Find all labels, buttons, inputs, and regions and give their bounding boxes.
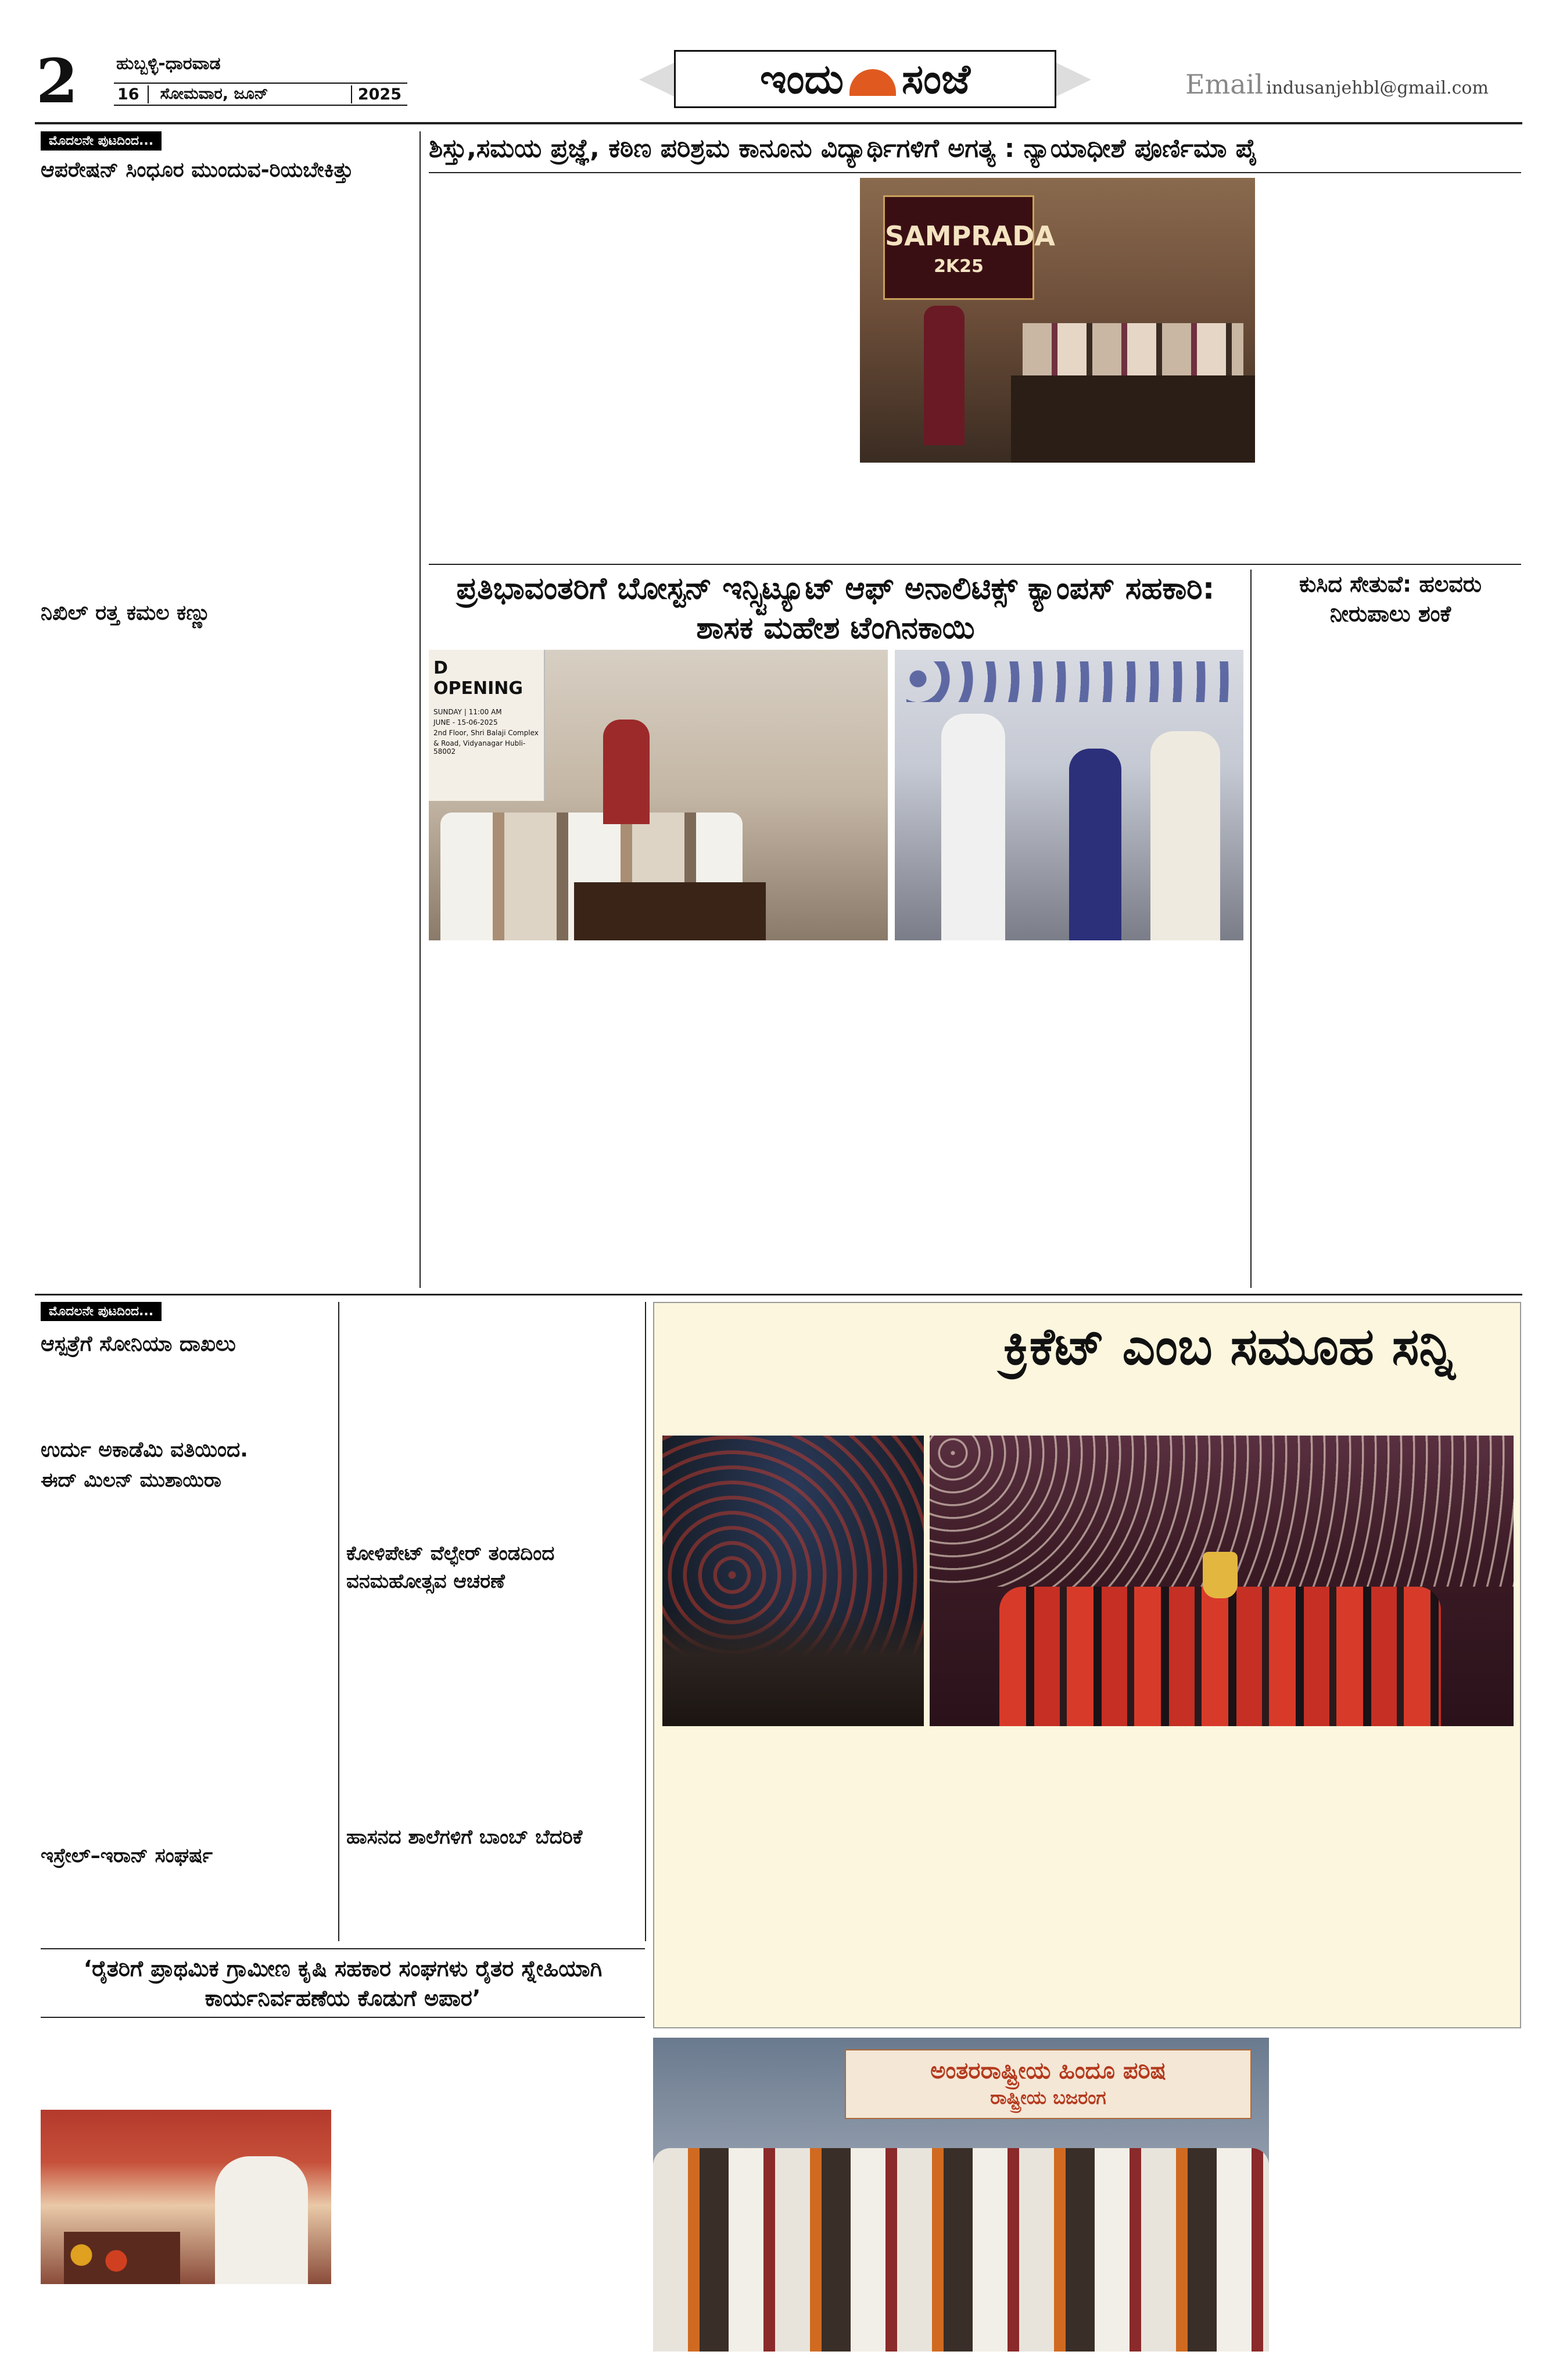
masthead-ribbon-left (639, 63, 674, 96)
masthead (674, 50, 1056, 108)
photo-parishat-event (653, 2038, 1269, 2352)
headline-israel-iran: ಇಸ್ರೇಲ್–ಇರಾನ್ ಸಂಘರ್ಷ (41, 1844, 213, 1867)
continued-tag-bottom: ಮೊದಲನೇ ಪುಟದಿಂದ... (41, 1302, 162, 1321)
body-boston-col2 (895, 947, 1243, 1284)
group-members (653, 2148, 1269, 2352)
body-boston-caption (429, 947, 888, 1284)
city-label: ಹುಬ್ಬಳ್ಳಿ-ಧಾರವಾಡ (116, 53, 221, 74)
vrule-bridge (1250, 570, 1252, 1288)
photo-boston-opening (429, 650, 888, 940)
photo-boston-speaker (895, 650, 1243, 940)
masthead-ribbon-right (1056, 63, 1091, 96)
guest-row (1023, 323, 1243, 375)
body-cricket-intro (662, 1309, 935, 1437)
body-eid-milan (41, 1499, 331, 1837)
speaker-figure (215, 2156, 308, 2284)
body-pacs-col1b (41, 2290, 331, 2365)
masthead-word-right: ಸಂಜೆ (901, 55, 971, 103)
headline-law-students: ಶಿಸ್ತು,ಸಮಯ ಪ್ರಜ್ಞೆ, ಕಠಿಣ ಪರಿಶ್ರಮ ಕಾನೂನು ವಿದ್ಯಾರ್ಥಿಗಳಿಗೆ ಅಗತ್ಯ : ನ್ಯಾಯಾಧೀಶೆ ಪೂರ್ಣಿಮಾ ಪೈ (429, 134, 1258, 163)
rule-under-law-headline (429, 172, 1521, 173)
headline-kolipet-welfare: ಕೋಳಿಪೇಟ್ ವೆಲ್ಫೇರ್ ತಂಡದಿಂದ ವನಮಹೋತ್ಸವ ಆಚರಣೆ (346, 1542, 555, 1593)
vrule-bottom-left (338, 1302, 339, 1941)
headline-operation-sindoor: ಆಪರೇಷನ್ ಸಿಂಧೂರ ಮುಂದುವ-ರಿಯಬೇಕಿತ್ತು (41, 158, 354, 182)
body-hassan (346, 1854, 637, 1941)
masthead-word-left: ಇಂದು (759, 55, 844, 103)
photo-pacs-speaker (41, 2110, 331, 2284)
headline-bridge-collapse: ಕುಸಿದ ಸೇತುವೆ: ಹಲವರು ನೀರುಪಾಲು ಶಂಕೆ (1299, 571, 1482, 627)
section-tag-bottom (41, 1302, 162, 1321)
body-kolipet (346, 1602, 637, 1817)
body-cricket-col3 (1217, 1732, 1514, 2023)
headline-nikhil: ನಿಖಿಲ್ ರತ್ತ ಕಮಲ ಕಣ್ಣು (41, 601, 211, 625)
sampradaya-banner: SAMPRADA 2K25 (883, 195, 1034, 300)
section-tag-top (41, 131, 162, 151)
body-law-col1 (429, 178, 650, 561)
continued-tag: ಮೊದಲನೇ ಪುಟದಿಂದ... (41, 131, 162, 151)
edition-number: 16 (114, 85, 149, 103)
body-cricket-col2 (930, 1732, 1209, 2023)
lady-guest (603, 720, 650, 824)
table-with-flowers (574, 882, 766, 940)
speaker-suit (941, 714, 1005, 940)
body-operation-sindoor (41, 219, 413, 544)
vrule-top-left (420, 131, 421, 1288)
photo-cricket-team-celebration (930, 1436, 1514, 1726)
body-bridge (1260, 634, 1521, 1284)
rule-above-pacs (41, 1948, 645, 1949)
page-number: 2 (36, 45, 78, 117)
podium-figure (924, 306, 965, 445)
body-parishat-caption (1276, 2038, 1514, 2352)
email-label: Email (1185, 69, 1264, 100)
parishat-banner: ಅಂತರರಾಷ್ಟ್ರೀಯ ಹಿಂದೂ ಪರಿಷ ರಾಷ್ಟ್ರೀಯ ಬಜರಂಗ (845, 2049, 1252, 2119)
vrule-before-cricket (645, 1302, 646, 1941)
trophy (1203, 1552, 1238, 1598)
body-israel-iran (41, 1873, 331, 1942)
email-block (1185, 69, 1489, 100)
header-rule (35, 122, 1522, 124)
rule-between-law-boston (429, 564, 1521, 565)
headline-eid-milan: ಈದ್ ಮಿಲನ್ ಮುಶಾಯಿರಾ (41, 1469, 221, 1492)
headline-urdu-academy: ಉರ್ದು ಅಕಾಡೆಮಿ ವತಿಯಿಂದ. (41, 1438, 248, 1462)
section-divider (35, 1294, 1522, 1295)
date-bar (114, 83, 407, 106)
opening-signboard: D OPENING SUNDAY | 11:00 AM JUNE - 15-06-2025 2nd Floor, Shri Balaji Complex & Road, Vidyanagar Hubli-58002 (429, 650, 545, 801)
body-law-col4 (1262, 178, 1521, 561)
headline-sonia-hospital: ಆಸ್ಪತ್ರೆಗೆ ಸೋನಿಯಾ ದಾಖಲು (41, 1332, 236, 1356)
podium-flowers (64, 2232, 180, 2284)
body-continued-mid (346, 1302, 637, 1534)
body-pacs-col1 (41, 2023, 331, 2104)
weekday-date: ಸೋಮವಾರ, ಜೂನ್ (160, 85, 268, 103)
year: 2025 (351, 85, 407, 103)
masthead-sun-icon (849, 69, 896, 96)
stage-table (1011, 375, 1255, 463)
email-address: indusanjehbl@gmail.com (1266, 78, 1489, 98)
headline-pacs-farmers: ‘ರೈತರಿಗೆ ಪ್ರಾಥಮಿಕ ಗ್ರಾಮೀಣ ಕೃಷಿ ಸಹಕಾರ ಸಂಘಗಳು ರೈತರ ಸ್ನೇಹಿಯಾಗಿ ಕಾರ್ಯನಿರ್ವಹಣೆಯ ಕೊಡುಗೆ ಅಪಾರ’ (83, 1956, 603, 2012)
photo-cricket-crowd (662, 1436, 924, 1726)
headline-cricket: ಕ್ರಿಕೆಟ್ ಎಂಬ ಸಮೂಹ ಸನ್ನಿ (1003, 1316, 1455, 1376)
body-law-col2 (657, 178, 854, 561)
body-sonia (41, 1360, 331, 1430)
team-players (999, 1587, 1441, 1726)
crowd-mass (662, 1610, 924, 1726)
balloons (906, 661, 1232, 702)
guest-blue (1069, 749, 1121, 940)
body-cricket-col1 (662, 1732, 924, 2023)
photo-sampradaya-event (860, 178, 1255, 463)
body-pacs-col2 (346, 2023, 637, 2365)
headline-hassan-bomb: ಹಾಸನದ ಶಾಲೆಗಳಿಗೆ ಬಾಂಬ್ ಬೆದರಿಕೆ (346, 1826, 583, 1849)
guest-cream (1150, 731, 1220, 940)
rule-below-pacs (41, 2017, 645, 2018)
body-law-col3 (860, 470, 1255, 563)
headline-boston-institute: ಪ್ರತಿಭಾವಂತರಿಗೆ ಬೋಸ್ಟನ್‌ ಇನ್ಸ್ಟಿಟ್ಯೂಟ್ ಆಫ್ ಅನಾಲಿಟಿಕ್ಸ್ ಕ್ಯಾಂಪಸ್ ಸಹಕಾರಿ: ಶಾಸಕ ಮಹೇಶ ಟೆಂಗಿನಕಾಯಿ (456, 571, 1215, 646)
body-nikhil (41, 634, 413, 1284)
